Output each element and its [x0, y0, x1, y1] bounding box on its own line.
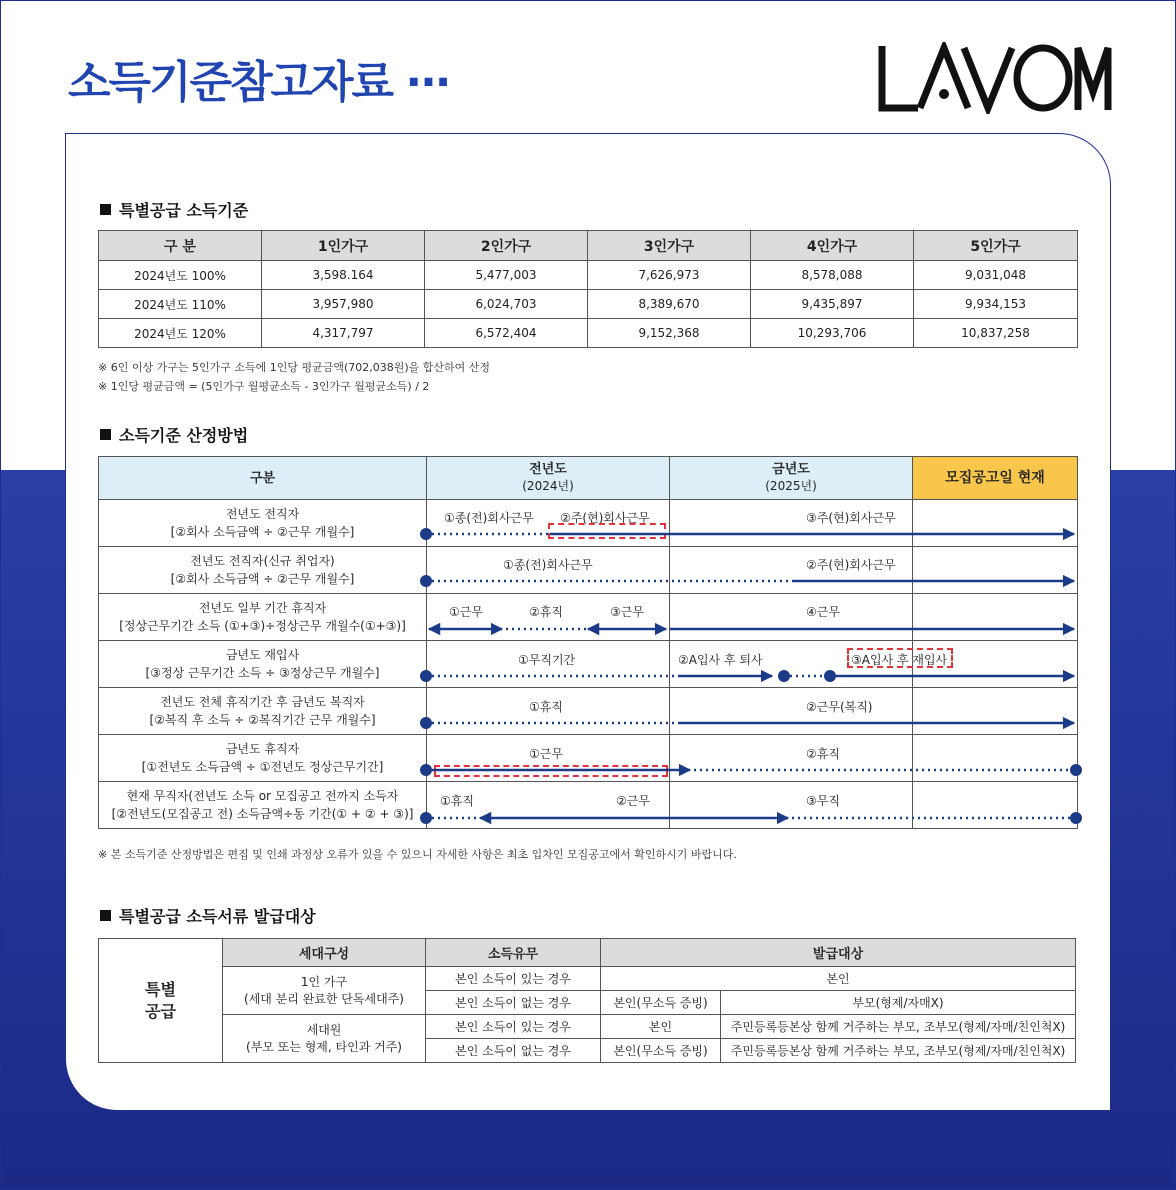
timeline-label: ④근무 [806, 605, 840, 619]
table-cell: 2024년도 110% [99, 290, 262, 319]
table-cell: 8,389,670 [588, 290, 751, 319]
timeline-label: ①무직기간 [518, 653, 576, 667]
row-label [99, 782, 427, 829]
section-title-text: 특별공급 소득기준 [119, 201, 249, 220]
table-cell: 본인 [601, 967, 1076, 991]
row-label-title: 전년도 전직자(신규 취업자) [190, 554, 335, 568]
timeline-dot [778, 670, 790, 682]
column-header: 세대구성 [223, 939, 426, 967]
special-supply-label [99, 939, 223, 1063]
timeline-graphics [426, 500, 1086, 834]
table-cell: 본인(무소득 증빙) [601, 991, 721, 1015]
table-cell: 본인 소득이 있는 경우 [426, 1015, 601, 1039]
table-cell: 3,957,980 [262, 290, 425, 319]
timeline-label: ①근무 [449, 605, 483, 619]
table-cell: 6,572,404 [425, 319, 588, 348]
timeline-dot [1070, 812, 1082, 824]
timeline-label: ①종(전)회사근무 [503, 558, 593, 572]
timeline-label: ③주(현)회사근무 [806, 511, 896, 525]
timeline-dot [420, 812, 432, 824]
table-cell: 본인 [601, 1015, 721, 1039]
table-cell: 주민등록등본상 함께 거주하는 부모, 조부모(형제/자매/친인척X) [721, 1039, 1076, 1063]
table-cell: 3,598.164 [262, 261, 425, 290]
section-calculation-method-title [100, 423, 248, 446]
timeline-dot [420, 764, 432, 776]
side-label: 공급 [145, 1001, 176, 1021]
row-label-formula: [①전년도 소득금액 ÷ ①전년도 정상근무기간] [141, 760, 384, 774]
timeline-dot [420, 528, 432, 540]
table-cell: 7,626,973 [588, 261, 751, 290]
footnote: ※ 6인 이상 가구는 5인가구 소득에 1인당 평균금액(702,038원)을 합산하여 산정 [98, 361, 491, 374]
column-header: 3인가구 [588, 231, 751, 261]
row-label [99, 594, 427, 641]
table-cell: 본인 소득이 없는 경우 [426, 1039, 601, 1063]
column-header: 2인가구 [425, 231, 588, 261]
section-income-standard-title [100, 198, 248, 221]
footnote: ※ 1인당 평균금액 = (5인가구 월평균소득 - 3인가구 월평균소득) / 2 [98, 380, 430, 393]
timeline-dot [420, 717, 432, 729]
timeline-label: ①휴직 [529, 700, 563, 714]
section-title-text: 특별공급 소득서류 발급대상 [119, 907, 316, 926]
table-header-row [99, 231, 1078, 261]
table-header-row [99, 457, 1078, 500]
timeline-label: ③A입사 후 재입사 [851, 653, 948, 667]
row-label-title: 금년도 재입사 [225, 648, 300, 662]
header-year-sub: (2024년) [522, 479, 574, 493]
table-cell: 10,293,706 [751, 319, 914, 348]
column-header: 4인가구 [751, 231, 914, 261]
footnote: ※ 본 소득기준 산정방법은 편집 및 인쇄 과정상 오류가 있을 수 있으니 자세한 사항은 최초 입차인 모집공고에서 확인하시기 바랍니다. [98, 848, 737, 861]
timeline-label: ②근무(복직) [806, 700, 873, 714]
lavom-logo [876, 42, 1112, 114]
row-label [99, 735, 427, 782]
row-label-title: 전년도 전체 휴직기간 후 금년도 복직자 [160, 695, 365, 709]
table-cell: 본인 소득이 없는 경우 [426, 991, 601, 1015]
row-label-title: 현재 무직자(전년도 소득 or 모집공고 전까지 소득자 [126, 789, 399, 803]
row-label-title: 전년도 전직자 [225, 507, 300, 521]
table-cell: 2024년도 120% [99, 319, 262, 348]
header-year: 금년도 [772, 462, 810, 477]
timeline-label: ①근무 [529, 747, 563, 761]
bullet-square-icon [100, 204, 111, 215]
timeline-label: ③무직 [806, 794, 840, 808]
timeline-dot [420, 575, 432, 587]
row-label-formula: [②회사 소득금액 ÷ ②근무 개월수] [170, 572, 355, 586]
table-cell: 본인(무소득 증빙) [601, 1039, 721, 1063]
income-standard-table [98, 230, 1078, 348]
row-label-title: 금년도 휴직자 [225, 742, 300, 756]
household-type-desc: (세대 분리 완료한 단독세대주) [244, 991, 404, 1006]
section-document-target-title [100, 904, 316, 927]
row-label-formula: [②회사 소득금액 ÷ ②근무 개월수] [170, 525, 355, 539]
row-label [99, 547, 427, 594]
row-label [99, 500, 427, 547]
table-cell: 10,837,258 [914, 319, 1078, 348]
table-cell: 2024년도 100% [99, 261, 262, 290]
table-cell: 주민등록등본상 함께 거주하는 부모, 조부모(형제/자매/친인척X) [721, 1015, 1076, 1039]
row-label-formula: [②전년도(모집공고 전) 소득금액÷동 기간(① + ② + ③)] [111, 807, 414, 821]
row-label [99, 641, 427, 688]
table-cell: 9,152,368 [588, 319, 751, 348]
bullet-square-icon [100, 910, 111, 921]
timeline-label: ②주(현)회사근무 [560, 511, 650, 525]
table-row [99, 319, 1078, 348]
column-header: 1인가구 [262, 231, 425, 261]
column-header: 5인가구 [914, 231, 1078, 261]
household-type-title: 세대원 [306, 1022, 342, 1037]
column-header: 구분 [99, 457, 427, 500]
table-cell: 5,477,003 [425, 261, 588, 290]
timeline-dot [420, 670, 432, 682]
timeline-label: ②주(현)회사근무 [806, 558, 896, 572]
table-row [99, 290, 1078, 319]
household-type-title: 1인 가구 [300, 974, 348, 989]
table-row [99, 1015, 1076, 1039]
timeline-dot [824, 670, 836, 682]
table-row [99, 967, 1076, 991]
table-cell: 6,024,703 [425, 290, 588, 319]
row-label-formula: [정상근무기간 소득 (①+③)÷정상근무 개월수(①+③)] [119, 619, 406, 633]
column-header: 소득유무 [426, 939, 601, 967]
row-label-formula: [③정상 근무기간 소득 ÷ ③정상근무 개월수] [145, 666, 380, 680]
column-header: 발급대상 [601, 939, 1076, 967]
table-cell: 9,934,153 [914, 290, 1078, 319]
section-title-text: 소득기준 산정방법 [119, 426, 249, 445]
document-target-table [98, 938, 1076, 1063]
column-header [670, 457, 913, 500]
column-header-current: 모집공고일 현재 [913, 457, 1078, 500]
timeline-label: ②근무 [616, 794, 650, 808]
timeline-label: ②휴직 [806, 747, 840, 761]
household-type-cell [223, 967, 426, 1015]
header-year-sub: (2025년) [765, 479, 817, 493]
row-label [99, 688, 427, 735]
row-label-title: 전년도 일부 기간 휴직자 [198, 601, 327, 615]
header-year: 전년도 [529, 462, 567, 477]
table-header-row [99, 939, 1076, 967]
timeline-label: ①휴직 [440, 794, 474, 808]
table-cell: 9,435,897 [751, 290, 914, 319]
column-header [427, 457, 670, 500]
household-type-cell [223, 1015, 426, 1063]
side-label: 특별 [145, 979, 176, 999]
column-header: 구 분 [99, 231, 262, 261]
timeline-label: ②휴직 [529, 605, 563, 619]
page-title: 소득기준참고자료 ··· [68, 57, 450, 108]
table-cell: 본인 소득이 있는 경우 [426, 967, 601, 991]
table-cell: 4,317,797 [262, 319, 425, 348]
bullet-square-icon [100, 429, 111, 440]
table-cell: 부모(형제/자매X) [721, 991, 1076, 1015]
timeline-label: ①종(전)회사근무 [444, 511, 534, 525]
timeline-label: ②A입사 후 퇴사 [678, 653, 763, 667]
table-row [99, 261, 1078, 290]
timeline-dot [1070, 764, 1082, 776]
row-label-formula: [②복직 후 소득 ÷ ②복직기간 근무 개월수] [149, 713, 376, 727]
table-cell: 8,578,088 [751, 261, 914, 290]
timeline-label: ③근무 [610, 605, 644, 619]
household-type-desc: (부모 또는 형제, 타인과 거주) [246, 1039, 402, 1054]
table-cell: 9,031,048 [914, 261, 1078, 290]
